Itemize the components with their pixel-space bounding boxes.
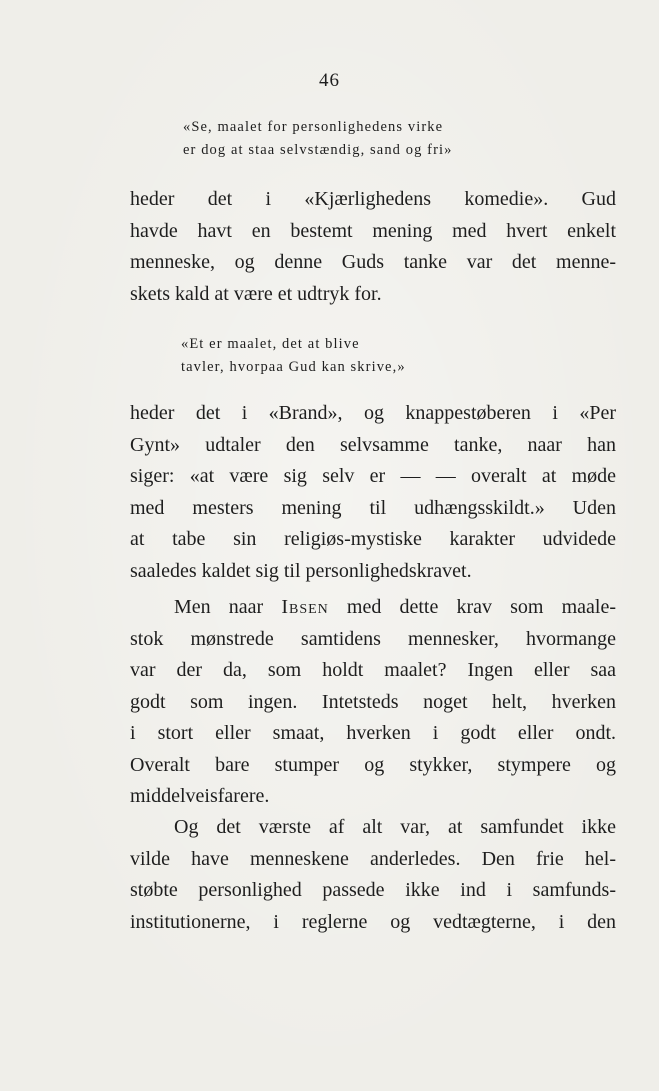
text-fragment: Men naar bbox=[174, 596, 264, 618]
text-line-first bbox=[130, 592, 616, 624]
verse-line: «Et er maalet, det at blive bbox=[181, 336, 360, 352]
text-line: skets kald at være et udtryk for. bbox=[130, 282, 382, 305]
text-line: støbte personlighed passede ikke ind i samfunds- bbox=[130, 879, 616, 901]
text-line: Overalt bare stumper og stykker, stympere og bbox=[130, 753, 616, 776]
paragraph-3 bbox=[130, 592, 616, 813]
text-line: Gynt» udtaler den selvsamme tanke, naar han bbox=[130, 433, 616, 456]
text-fragment: med dette krav som maale- bbox=[346, 596, 616, 618]
text-line: heder det i «Kjærlighedens komedie». Gud bbox=[130, 188, 616, 210]
paragraph-1 bbox=[130, 184, 616, 310]
text-line: Og det værste af alt var, at samfundet ikke bbox=[174, 816, 616, 838]
verse-line: er dog at staa selvstændig, sand og fri» bbox=[183, 142, 453, 158]
verse-quote-2 bbox=[181, 333, 406, 379]
text-line: siger: «at være sig selv er — — overalt at møde bbox=[130, 465, 616, 487]
page-number: 46 bbox=[319, 70, 340, 91]
author-name: Ibsen bbox=[281, 596, 329, 618]
text-line: havde havt en bestemt mening med hvert enkelt bbox=[130, 219, 616, 242]
text-line: godt som ingen. Intetsteds noget helt, hverken bbox=[130, 690, 616, 713]
verse-quote-1 bbox=[183, 116, 453, 162]
text-line: var der da, som holdt maalet? Ingen eller saa bbox=[130, 659, 616, 681]
text-line: med mesters mening til udhængsskildt.» Uden bbox=[130, 496, 616, 519]
text-line: heder det i «Brand», og knappestøberen i «Per bbox=[130, 402, 616, 424]
text-line: i stort eller smaat, hverken i godt eller ondt. bbox=[130, 722, 616, 744]
verse-line: tavler, hvorpaa Gud kan skrive,» bbox=[181, 359, 406, 375]
text-line: institutionerne, i reglerne og vedtægterne, i den bbox=[130, 910, 616, 933]
paragraph-4 bbox=[130, 812, 616, 938]
text-line: middelveisfarere. bbox=[130, 785, 270, 807]
text-line: menneske, og denne Guds tanke var det menne- bbox=[130, 251, 616, 273]
text-line: stok mønstrede samtidens mennesker, hvormange bbox=[130, 627, 616, 650]
text-line: saaledes kaldet sig til personlighedskravet. bbox=[130, 559, 472, 582]
paragraph-2 bbox=[130, 398, 616, 587]
text-line: at tabe sin religiøs-mystiske karakter udvidede bbox=[130, 528, 616, 550]
verse-line: «Se, maalet for personlighedens virke bbox=[183, 119, 444, 135]
text-line: vilde have menneskene anderledes. Den frie hel- bbox=[130, 847, 616, 870]
